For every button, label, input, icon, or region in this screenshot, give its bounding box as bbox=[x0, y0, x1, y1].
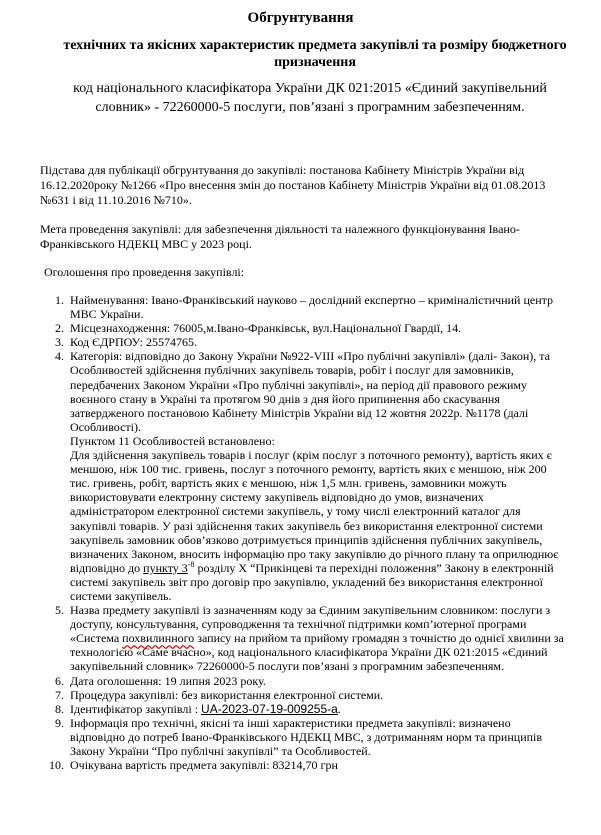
point-11-text-b: розділу Х “Прикінцеві та перехідні положення” Закону в електронній системі закупівель звіт про договір про закупівлю, укладений без використання електронної системи закупівель. bbox=[70, 560, 554, 603]
law-clause-superscript: -8 bbox=[187, 559, 195, 569]
list-item-number: 1. bbox=[55, 293, 64, 307]
point-11-text-a: Для здійснення закупівель товарів і послуг (крім послуг з поточного ремонту), вартість яких є меншою, ніж 100 тис. гривень, послуг з поточного ремонту, вартість яких є меншою, ніж 200 тис. гривень, робіт, вартість яких є меншою, ніж 1,5 млн. гривень, замовники можуть використовувати електронну систему закупівель відповідно до умов, визначених адміністратором електронної системи закупівель, у тому числі електронний каталог для закупівлі товарів. У разі здійснення таких закупівель без використання електронної системи закупівель замовник обов’язково дотримується принципів здійснення публічних закупівель, визначених Законом, вносить інформацію про таку закупівлю до річного плану та оприлюднює відповідно до bbox=[70, 448, 559, 575]
procurement-id-link[interactable]: UA-2023-07-19-009255-a bbox=[201, 701, 338, 716]
list-item-number: 4. bbox=[55, 349, 64, 364]
document-subtitle: технічних та якісних характеристик предмета закупівлі та розміру бюджетного призначення bbox=[63, 38, 567, 70]
list-item-procedure bbox=[36, 688, 566, 702]
list-item-number: 10. bbox=[49, 758, 64, 773]
point-11-heading: Пунктом 11 Особливостей встановлено: bbox=[70, 433, 275, 448]
basis-text: Підстава для публікації обгрунтування до закупівлі: постанова Кабінету Міністрів України від 16.12.2020року №1266 «Про внесення змін до постанов Кабінету Міністрів України від 01.08.2013 №631 і від 11.10.2016 №710». bbox=[40, 163, 546, 207]
purpose-text: Мета проведення закупівлі: для забезпечення діяльності та належного функціонування Івано-Франківського НДЕКЦ МВС у 2023 році. bbox=[40, 222, 520, 251]
list-item-expected-cost bbox=[36, 758, 566, 772]
list-item-number: 3. bbox=[55, 335, 64, 350]
list-item-identifier bbox=[36, 702, 566, 716]
list-item-category bbox=[36, 349, 566, 603]
list-item-text: Дата оголошення: 19 липня 2023 року. bbox=[70, 673, 266, 688]
document-title: Обгрунтування bbox=[247, 10, 354, 26]
list-item-text: Процедура закупівлі: без використання електронної системи. bbox=[70, 687, 384, 702]
list-item-number: 6. bbox=[55, 673, 64, 688]
subject-text-a: Назва предмету закупівлі із зазначенням коду за Єдиним закупівельним словником: послуги з доступу, консультування, супроводження та технічної підтримки комп’ютерної програми «Система bbox=[70, 603, 551, 646]
list-item-number: 7. bbox=[55, 687, 64, 702]
purpose-paragraph bbox=[40, 222, 560, 252]
list-item-characteristics bbox=[36, 716, 566, 758]
spellcheck-word: похвилинного bbox=[122, 631, 195, 646]
list-item-text: Інформація про технічні, якісні та інші характеристики предмета закупівлі: визначено відповідно до потреб Івано-Франківського НДЕКЦ МВС, з дотриманням норм та принципів Закону України “Про публічні закупівлі” та Особливостей. bbox=[70, 715, 543, 758]
list-item-number: 8. bbox=[55, 701, 64, 716]
law-clause-link[interactable]: пункту 3 bbox=[143, 560, 188, 575]
list-item-text: Очікувана вартість предмета закупівлі: 83214,70 грн bbox=[70, 758, 338, 773]
identifier-label: Ідентифікатор закупівлі : bbox=[70, 701, 202, 716]
list-item-subject bbox=[36, 603, 566, 673]
basis-paragraph bbox=[40, 163, 560, 208]
classifier-code-line: код національного класифікатора України ДК 021:2015 «Єдиний закупівельний словник» - 72260000-5 послуги, пов’язані з програмним забезпеченням. bbox=[73, 81, 547, 115]
point-11-text bbox=[70, 448, 566, 603]
list-item-name bbox=[36, 293, 566, 321]
list-item-date bbox=[36, 674, 566, 688]
identifier-tail: . bbox=[337, 701, 341, 716]
list-item-text: Категорія: відповідно до Закону України №922-VIII «Про публічні закупівлі» (далі- Закон), та Особливостей здійснення публічних закупівель товарів, робіт і послуг для замовників, передбачених Законом України «Про публічні закупівлі», на період дії правового режиму воєнного стану в Україні та протягом 90 днів з дня його припинення або скасування затвердженого постановою Кабінету Міністрів України від 12 жовтня 2022р. №1178 (далі Особливості). bbox=[70, 349, 550, 434]
list-item-text: Найменування: Івано-Франківський науково – дослідний експертно – криміналістичний центр МВС України. bbox=[70, 293, 554, 322]
list-item-number: 9. bbox=[55, 715, 64, 730]
list-item-number: 5. bbox=[55, 603, 64, 618]
announcement-heading: Оголошення про проведення закупівлі: bbox=[44, 265, 245, 279]
list-item-edrpou bbox=[36, 335, 566, 349]
list-item-text: Код ЄДРПОУ: 25574765. bbox=[70, 335, 197, 350]
list-item-text: Місцезнаходження: 76005,м.Івано-Франківськ, вул.Національної Гвардії, 14. bbox=[70, 321, 462, 336]
list-item-number: 2. bbox=[55, 321, 64, 336]
subject-text-b: запису на прийом та прийому громадян з точністю до однієї хвилини за технологією «Саме вчасно», код національного класифікатора України ДК 021:2015 «Єдиний закупівельний словник» 72260000-5 послуги пов’язані з програмним забезпеченням. bbox=[70, 631, 564, 674]
list-item-location bbox=[36, 321, 566, 335]
announcement-list bbox=[36, 293, 566, 772]
